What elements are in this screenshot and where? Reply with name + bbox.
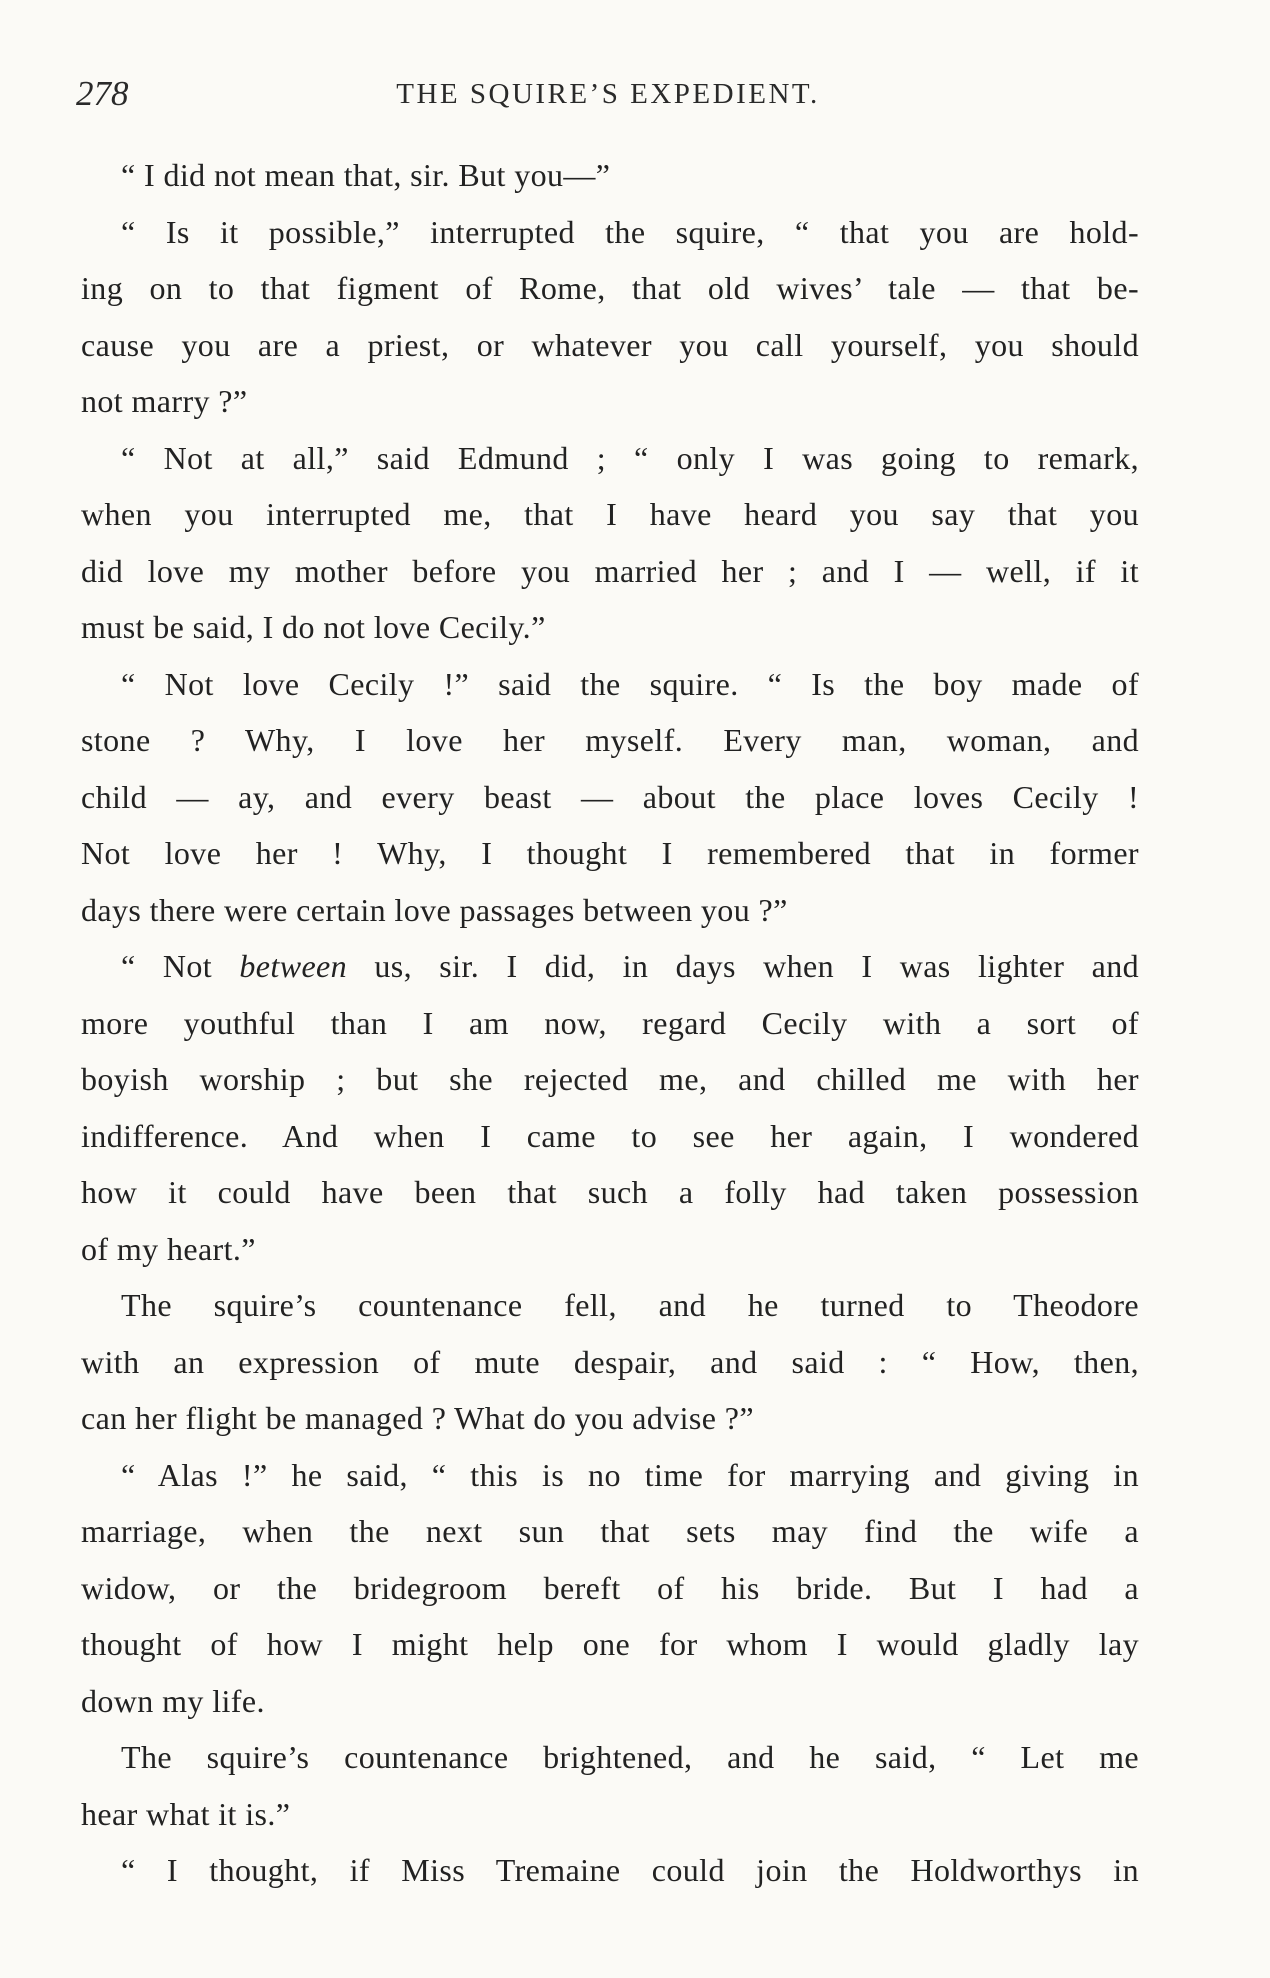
- text-line: can her flight be managed ? What do you advise ?”: [81, 1400, 754, 1436]
- text-line: hear what it is.”: [81, 1795, 291, 1832]
- text-line: marriage, when the next sun that sets may find the wife a: [81, 1513, 1139, 1549]
- text-line: how it could have been that such a folly had taken possession: [81, 1174, 1139, 1210]
- text-line: thought of how I might help one for whom I would gladly lay: [81, 1626, 1139, 1662]
- text-line: “ Not at all,” said Edmund ; “ only I was going to remark,: [121, 439, 1139, 476]
- text-line: “ I did not mean that, sir. But you—”: [121, 157, 611, 193]
- text-line: did love my mother before you married her ; and I — well, if it: [81, 552, 1139, 589]
- text-line: [81, 938, 1139, 995]
- text-line: The squire’s countenance fell, and he turned to Theodore: [121, 1287, 1139, 1323]
- running-head: [76, 72, 1140, 116]
- text-line: “ Not love Cecily !” said the squire. “ Is the boy made of: [121, 665, 1139, 702]
- running-title: THE SQUIRE’S EXPEDIENT.: [396, 78, 820, 110]
- text-line: must be said, I do not love Cecily.”: [81, 609, 546, 645]
- text-line: Not love her ! Why, I thought I remembered that in former: [81, 835, 1139, 871]
- text-line: ing on to that figment of Rome, that old wives’ tale — that be-: [81, 270, 1139, 306]
- text-line-part: “ Not: [121, 948, 240, 984]
- text-line: widow, or the bridegroom bereft of his bride. But I had a: [81, 1569, 1139, 1606]
- page-number: 278: [76, 74, 129, 113]
- text-line: cause you are a priest, or whatever you call yourself, you should: [81, 326, 1139, 363]
- body-text: [81, 147, 1139, 1899]
- text-line: “ Is it possible,” interrupted the squire, “ that you are hold-: [121, 213, 1139, 250]
- text-line: when you interrupted me, that I have heard you say that you: [81, 496, 1139, 532]
- emphasized-word: between: [239, 948, 348, 984]
- text-line: The squire’s countenance brightened, and he said, “ Let me: [121, 1739, 1139, 1775]
- text-line: not marry ?”: [81, 383, 248, 419]
- text-line-part: us, sir. I did, in days when I was lighter and: [347, 948, 1139, 984]
- text-line: child — ay, and every beast — about the place loves Cecily !: [81, 778, 1139, 815]
- text-line: “ Alas !” he said, “ this is no time for marrying and giving in: [121, 1456, 1139, 1493]
- text-line: with an expression of mute despair, and said : “ How, then,: [81, 1343, 1139, 1380]
- text-line: “ I thought, if Miss Tremaine could join the Holdworthys in: [121, 1852, 1139, 1888]
- text-line: of my heart.”: [81, 1230, 256, 1267]
- text-line: stone ? Why, I love her myself. Every man, woman, and: [81, 722, 1139, 758]
- text-line: boyish worship ; but she rejected me, and chilled me with her: [81, 1061, 1139, 1097]
- text-line: more youthful than I am now, regard Cecily with a sort of: [81, 1004, 1139, 1041]
- text-line: indifference. And when I came to see her again, I wondered: [81, 1117, 1139, 1154]
- text-line: down my life.: [81, 1682, 265, 1719]
- text-line: days there were certain love passages between you ?”: [81, 891, 788, 928]
